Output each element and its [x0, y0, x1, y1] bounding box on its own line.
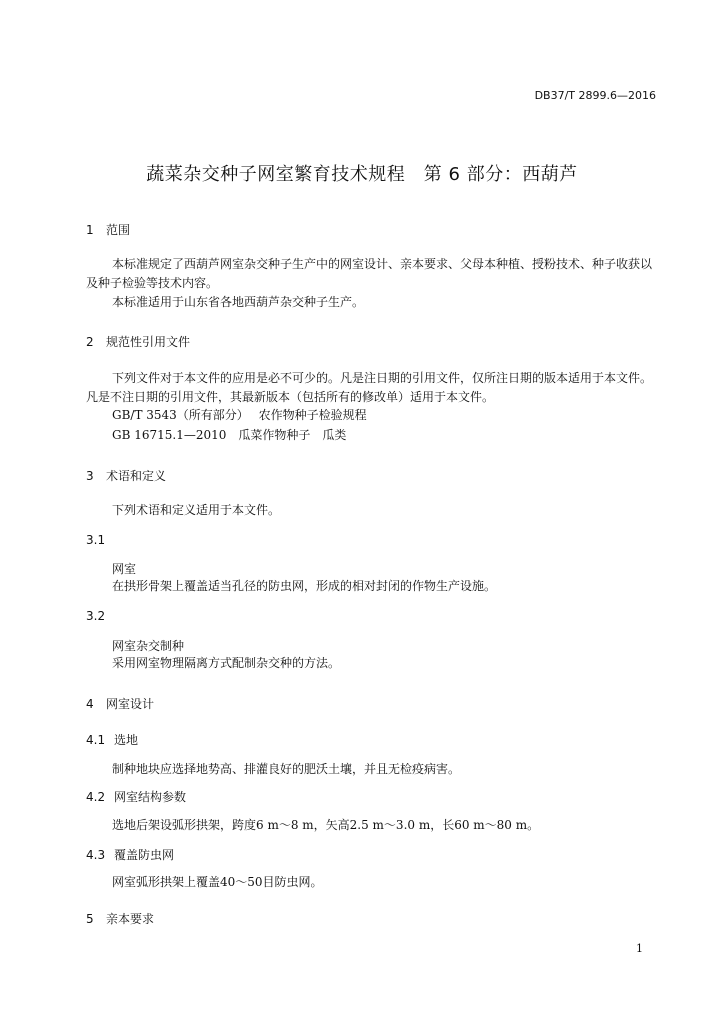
term-3-1-name: 网室	[112, 562, 137, 576]
section-number: 2	[86, 335, 94, 349]
section-1-paragraph-2: 本标准适用于山东省各地西葫芦杂交种子生产。	[112, 295, 365, 309]
standard-code-header: DB37/T 2899.6—2016	[534, 89, 656, 102]
section-2-paragraph-1: 下列文件对于本文件的应用是必不可少的。凡是注日期的引用文件，仅所注日期的版本适用于本文件。凡是不注日期的引用文件，其最新版本（包括所有的修改单）适用于本文件。	[86, 371, 653, 404]
subsection-4-1-heading	[86, 731, 138, 748]
subsection-4-1-text: 制种地块应选择地势高、排灌良好的肥沃土壤，并且无检疫病害。	[112, 762, 461, 776]
section-title: 术语和定义	[106, 469, 167, 483]
subsection-number: 4.2	[86, 790, 106, 804]
section-title: 亲本要求	[106, 912, 155, 926]
section-5-heading	[86, 910, 154, 927]
subsection-4-2-text: 选地后架设弧形拱架，跨度6 m～8 m，矢高2.5 m～3.0 m，长60 m～80 m。	[112, 818, 540, 832]
normative-reference-2: GB 16715.1—2010 瓜菜作物种子 瓜类	[112, 428, 347, 442]
page-number: 1	[636, 942, 643, 955]
section-number: 4	[86, 697, 94, 711]
section-title: 网室设计	[106, 697, 155, 711]
section-1-paragraph-1: 本标准规定了西葫芦网室杂交种子生产中的网室设计、亲本要求、父母本种植、授粉技术、种子收获以及种子检验等技术内容。	[86, 257, 653, 290]
subsection-number: 4.1	[86, 733, 106, 747]
section-2-heading	[86, 333, 190, 350]
subsection-4-3-text: 网室弧形拱架上覆盖40～50目防虫网。	[112, 875, 323, 889]
subsection-title: 覆盖防虫网	[114, 848, 175, 862]
subsection-title: 选地	[114, 733, 139, 747]
section-title: 范围	[106, 223, 131, 237]
section-3-heading	[86, 467, 166, 484]
section-number: 5	[86, 912, 94, 926]
subsection-title: 网室结构参数	[114, 790, 187, 804]
subsection-number: 4.3	[86, 848, 106, 862]
document-title: 蔬菜杂交种子网室繁育技术规程 第 6 部分：西葫芦	[146, 164, 578, 185]
section-4-heading	[86, 695, 154, 712]
section-3-paragraph-1: 下列术语和定义适用于本文件。	[112, 503, 281, 517]
term-3-1-definition: 在拱形骨架上覆盖适当孔径的防虫网，形成的相对封闭的作物生产设施。	[112, 579, 497, 593]
term-3-2-name: 网室杂交制种	[112, 639, 185, 653]
term-3-1-number: 3.1	[86, 533, 106, 547]
section-1-heading	[86, 221, 130, 238]
section-number: 1	[86, 223, 94, 237]
term-3-2-number: 3.2	[86, 609, 106, 623]
section-title: 规范性引用文件	[106, 335, 191, 349]
normative-reference-1: GB/T 3543（所有部分） 农作物种子检验规程	[112, 408, 367, 422]
subsection-4-2-heading	[86, 788, 186, 805]
term-3-2-definition: 采用网室物理隔离方式配制杂交种的方法。	[112, 656, 341, 670]
subsection-4-3-heading	[86, 846, 174, 863]
section-number: 3	[86, 469, 94, 483]
